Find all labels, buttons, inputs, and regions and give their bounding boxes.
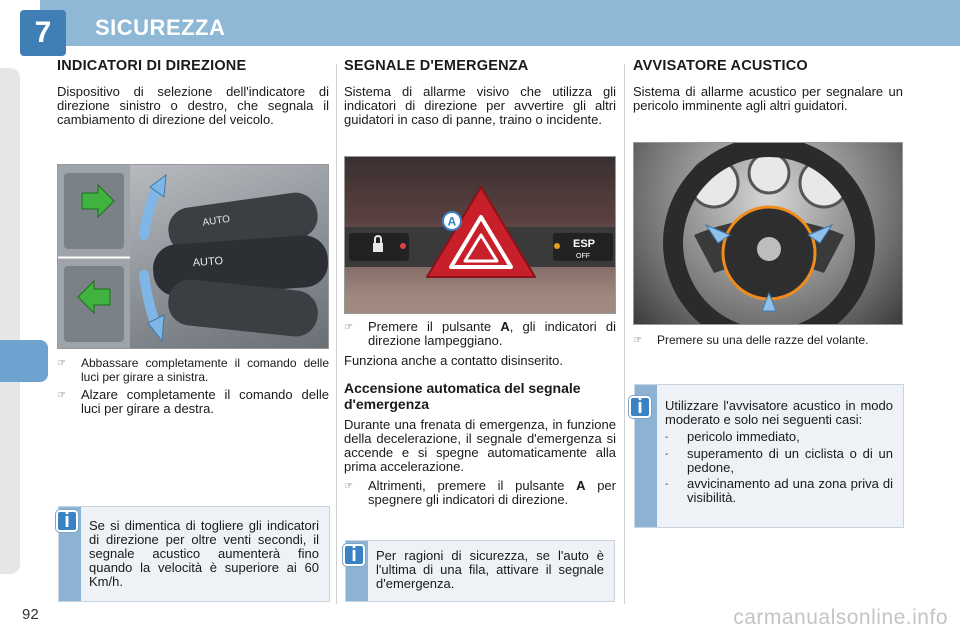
turn-signals-bullets bbox=[57, 356, 329, 420]
horn-intro: Sistema di allarme acustico per segnalare un pericolo imminente agli altri guidatori. bbox=[633, 84, 903, 113]
esp-button-label: ESP bbox=[573, 238, 596, 250]
list-item: - pericolo immediato, bbox=[665, 429, 800, 444]
info-text-hazard: Per ragioni di sicurezza, se l'auto è l'ultima di una fila, attivare il segnale d'emergenza. bbox=[376, 548, 604, 591]
stalk-label-upper: AUTO bbox=[201, 213, 231, 229]
brand-logo-icon bbox=[757, 237, 781, 261]
watermark: carmanualsonline.info bbox=[733, 606, 948, 629]
info-text-horn: Utilizzare l'avvisatore acustico in modo moderato e solo nei seguenti casi: - pericolo immediato, - superamento di un ciclista o di un pedone, - avvicinamento ad una zona priva di visibilità. bbox=[665, 398, 893, 505]
turn-signal-stalk-illustration bbox=[58, 165, 329, 349]
horn-press-instruction bbox=[633, 333, 903, 352]
hazard-button-figure bbox=[344, 156, 616, 314]
column-divider bbox=[624, 64, 625, 604]
section-title-turn-signals: INDICATORI DI DIREZIONE bbox=[57, 58, 247, 74]
info-box-hazard bbox=[345, 540, 615, 602]
column-horn bbox=[633, 58, 903, 113]
column-turn-signals bbox=[57, 58, 329, 127]
chapter-title: SICUREZZA bbox=[95, 15, 226, 40]
column-hazard-lights bbox=[344, 58, 616, 127]
list-item: - superamento di un ciclista o di un pedone, bbox=[665, 446, 893, 475]
turn-signals-intro: Dispositivo di selezione dell'indicatore di direzione sinistro o destro, che segnala il cambiamento di direzione del veicolo. bbox=[57, 84, 329, 127]
hazard-button-illustration bbox=[345, 157, 616, 314]
list-item: - avvicinamento ad una zona priva di visibilità. bbox=[665, 476, 893, 505]
info-icon: i bbox=[56, 510, 78, 532]
list-item: ☞ Altrimenti, premere il pulsante A per spegnere gli indicatori di direzione. bbox=[344, 478, 616, 507]
left-margin-strip bbox=[0, 68, 20, 574]
hazard-note: Funziona anche a contatto disinserito. bbox=[344, 353, 563, 368]
list-item: ☞ Alzare completamente il comando delle luci per girare a destra. bbox=[57, 387, 329, 416]
esp-button-sublabel: OFF bbox=[576, 253, 590, 260]
hazard-intro: Sistema di allarme visivo che utilizza gli indicatori di direzione per avvertire gli altri guidatori in caso di panne, traino o incidente. bbox=[344, 84, 616, 127]
list-item: ☞ Premere il pulsante A, gli indicatori di direzione lampeggiano. bbox=[344, 319, 616, 348]
pointer-icon: ☞ bbox=[633, 335, 642, 346]
pointer-icon: ☞ bbox=[344, 322, 353, 333]
info-icon: i bbox=[629, 396, 651, 418]
pointer-icon: ☞ bbox=[344, 481, 353, 492]
steering-wheel-illustration bbox=[634, 143, 903, 325]
page-number: 92 bbox=[22, 606, 39, 623]
column-divider bbox=[336, 64, 337, 604]
pointer-icon: ☞ bbox=[57, 390, 66, 401]
info-box-turn-signals bbox=[58, 506, 330, 602]
chapter-number-badge: 7 bbox=[20, 10, 66, 56]
turn-signal-stalk-figure bbox=[57, 164, 329, 349]
info-icon: i bbox=[343, 544, 365, 566]
info-text-turn-signals: Se si dimentica di togliere gli indicatori di direzione per oltre venti secondi, il segnale acustico aumenterà fino quando la velocità è superiore ai 60 Km/h. bbox=[89, 518, 319, 589]
auto-hazard-text: Durante una frenata di emergenza, in funzione della decelerazione, il segnale d'emergenza si accende e si spegne automaticamente alla prima accelerazione. bbox=[344, 417, 616, 474]
hazard-press-instructions bbox=[344, 320, 616, 511]
list-item: ☞ Abbassare completamente il comando delle luci per girare a sinistra. bbox=[57, 356, 329, 384]
button-a-callout: A bbox=[447, 214, 457, 229]
section-title-horn: AVVISATORE ACUSTICO bbox=[633, 58, 808, 74]
steering-wheel-figure bbox=[633, 142, 903, 325]
subtitle-auto-hazard: Accensione automatica del segnale d'emergenza bbox=[344, 380, 581, 412]
pointer-icon: ☞ bbox=[57, 358, 66, 369]
list-item: ☞ Premere su una delle razze del volante. bbox=[633, 333, 869, 347]
info-box-horn bbox=[634, 384, 904, 528]
section-title-hazard: SEGNALE D'EMERGENZA bbox=[344, 58, 529, 74]
stalk-label-middle: AUTO bbox=[192, 255, 224, 270]
chapter-side-tab[interactable] bbox=[0, 340, 48, 382]
